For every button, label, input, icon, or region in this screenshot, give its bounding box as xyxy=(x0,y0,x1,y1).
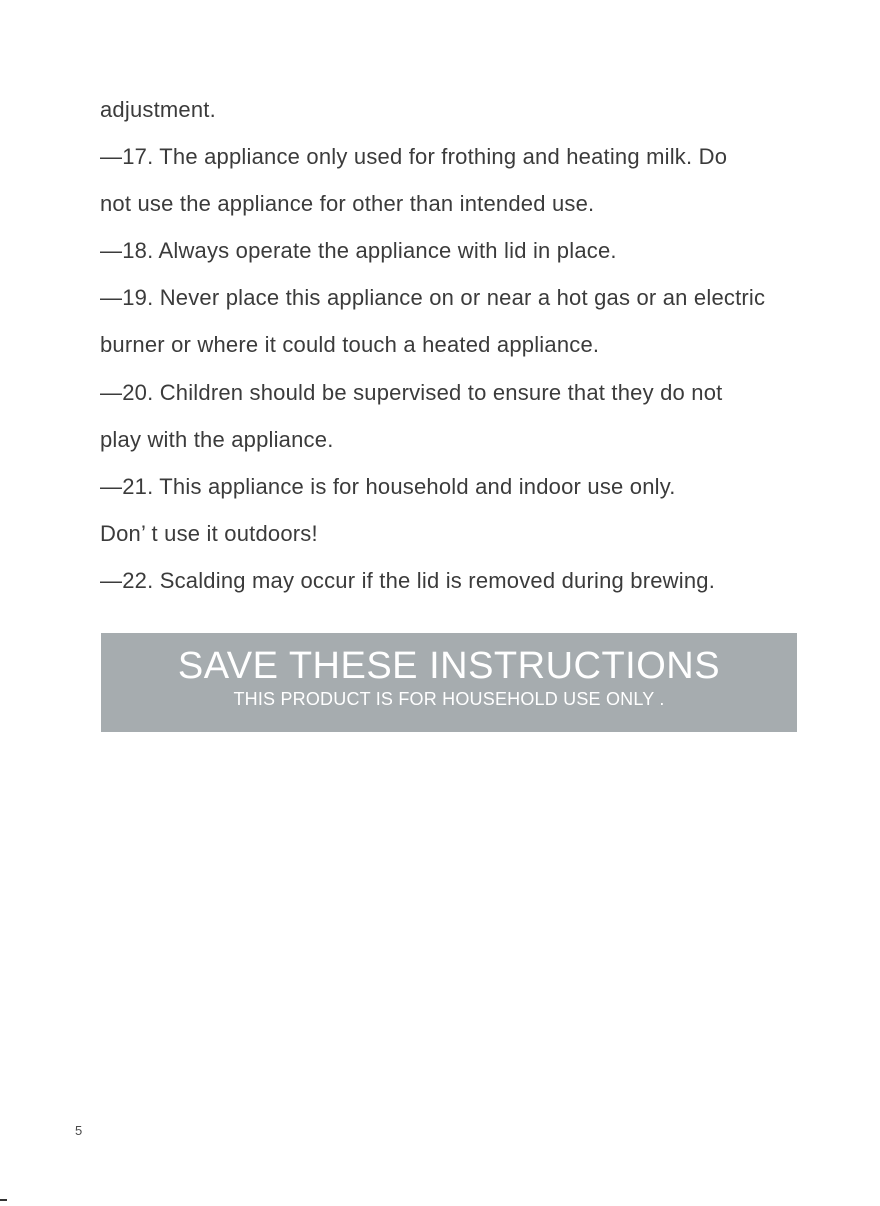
text-line: Don’ t use it outdoors! xyxy=(100,520,318,546)
text-line: —19. Never place this appliance on or near a hot gas or an electric xyxy=(100,285,766,311)
banner-title: SAVE THESE INSTRUCTIONS xyxy=(177,645,721,687)
text-line: —21. This appliance is for household and indoor use only. xyxy=(100,473,676,499)
crop-mark xyxy=(0,1199,7,1201)
text-line: burner or where it could touch a heated appliance. xyxy=(100,332,600,358)
text-line: —22. Scalding may occur if the lid is removed during brewing. xyxy=(100,567,716,593)
text-line: adjustment. xyxy=(100,97,216,122)
instructions-text xyxy=(100,86,810,604)
save-instructions-banner xyxy=(101,633,797,732)
banner-subtitle: THIS PRODUCT IS FOR HOUSEHOLD USE ONLY . xyxy=(233,689,665,709)
page-number: 5 xyxy=(75,1123,83,1138)
text-line: not use the appliance for other than intended use. xyxy=(100,191,595,217)
text-line: —18. Always operate the appliance with lid in place. xyxy=(100,238,617,264)
text-line: play with the appliance. xyxy=(100,426,334,452)
text-line: —20. Children should be supervised to ensure that they do not xyxy=(100,379,723,405)
text-line: —17. The appliance only used for frothing and heating milk. Do xyxy=(100,144,728,170)
